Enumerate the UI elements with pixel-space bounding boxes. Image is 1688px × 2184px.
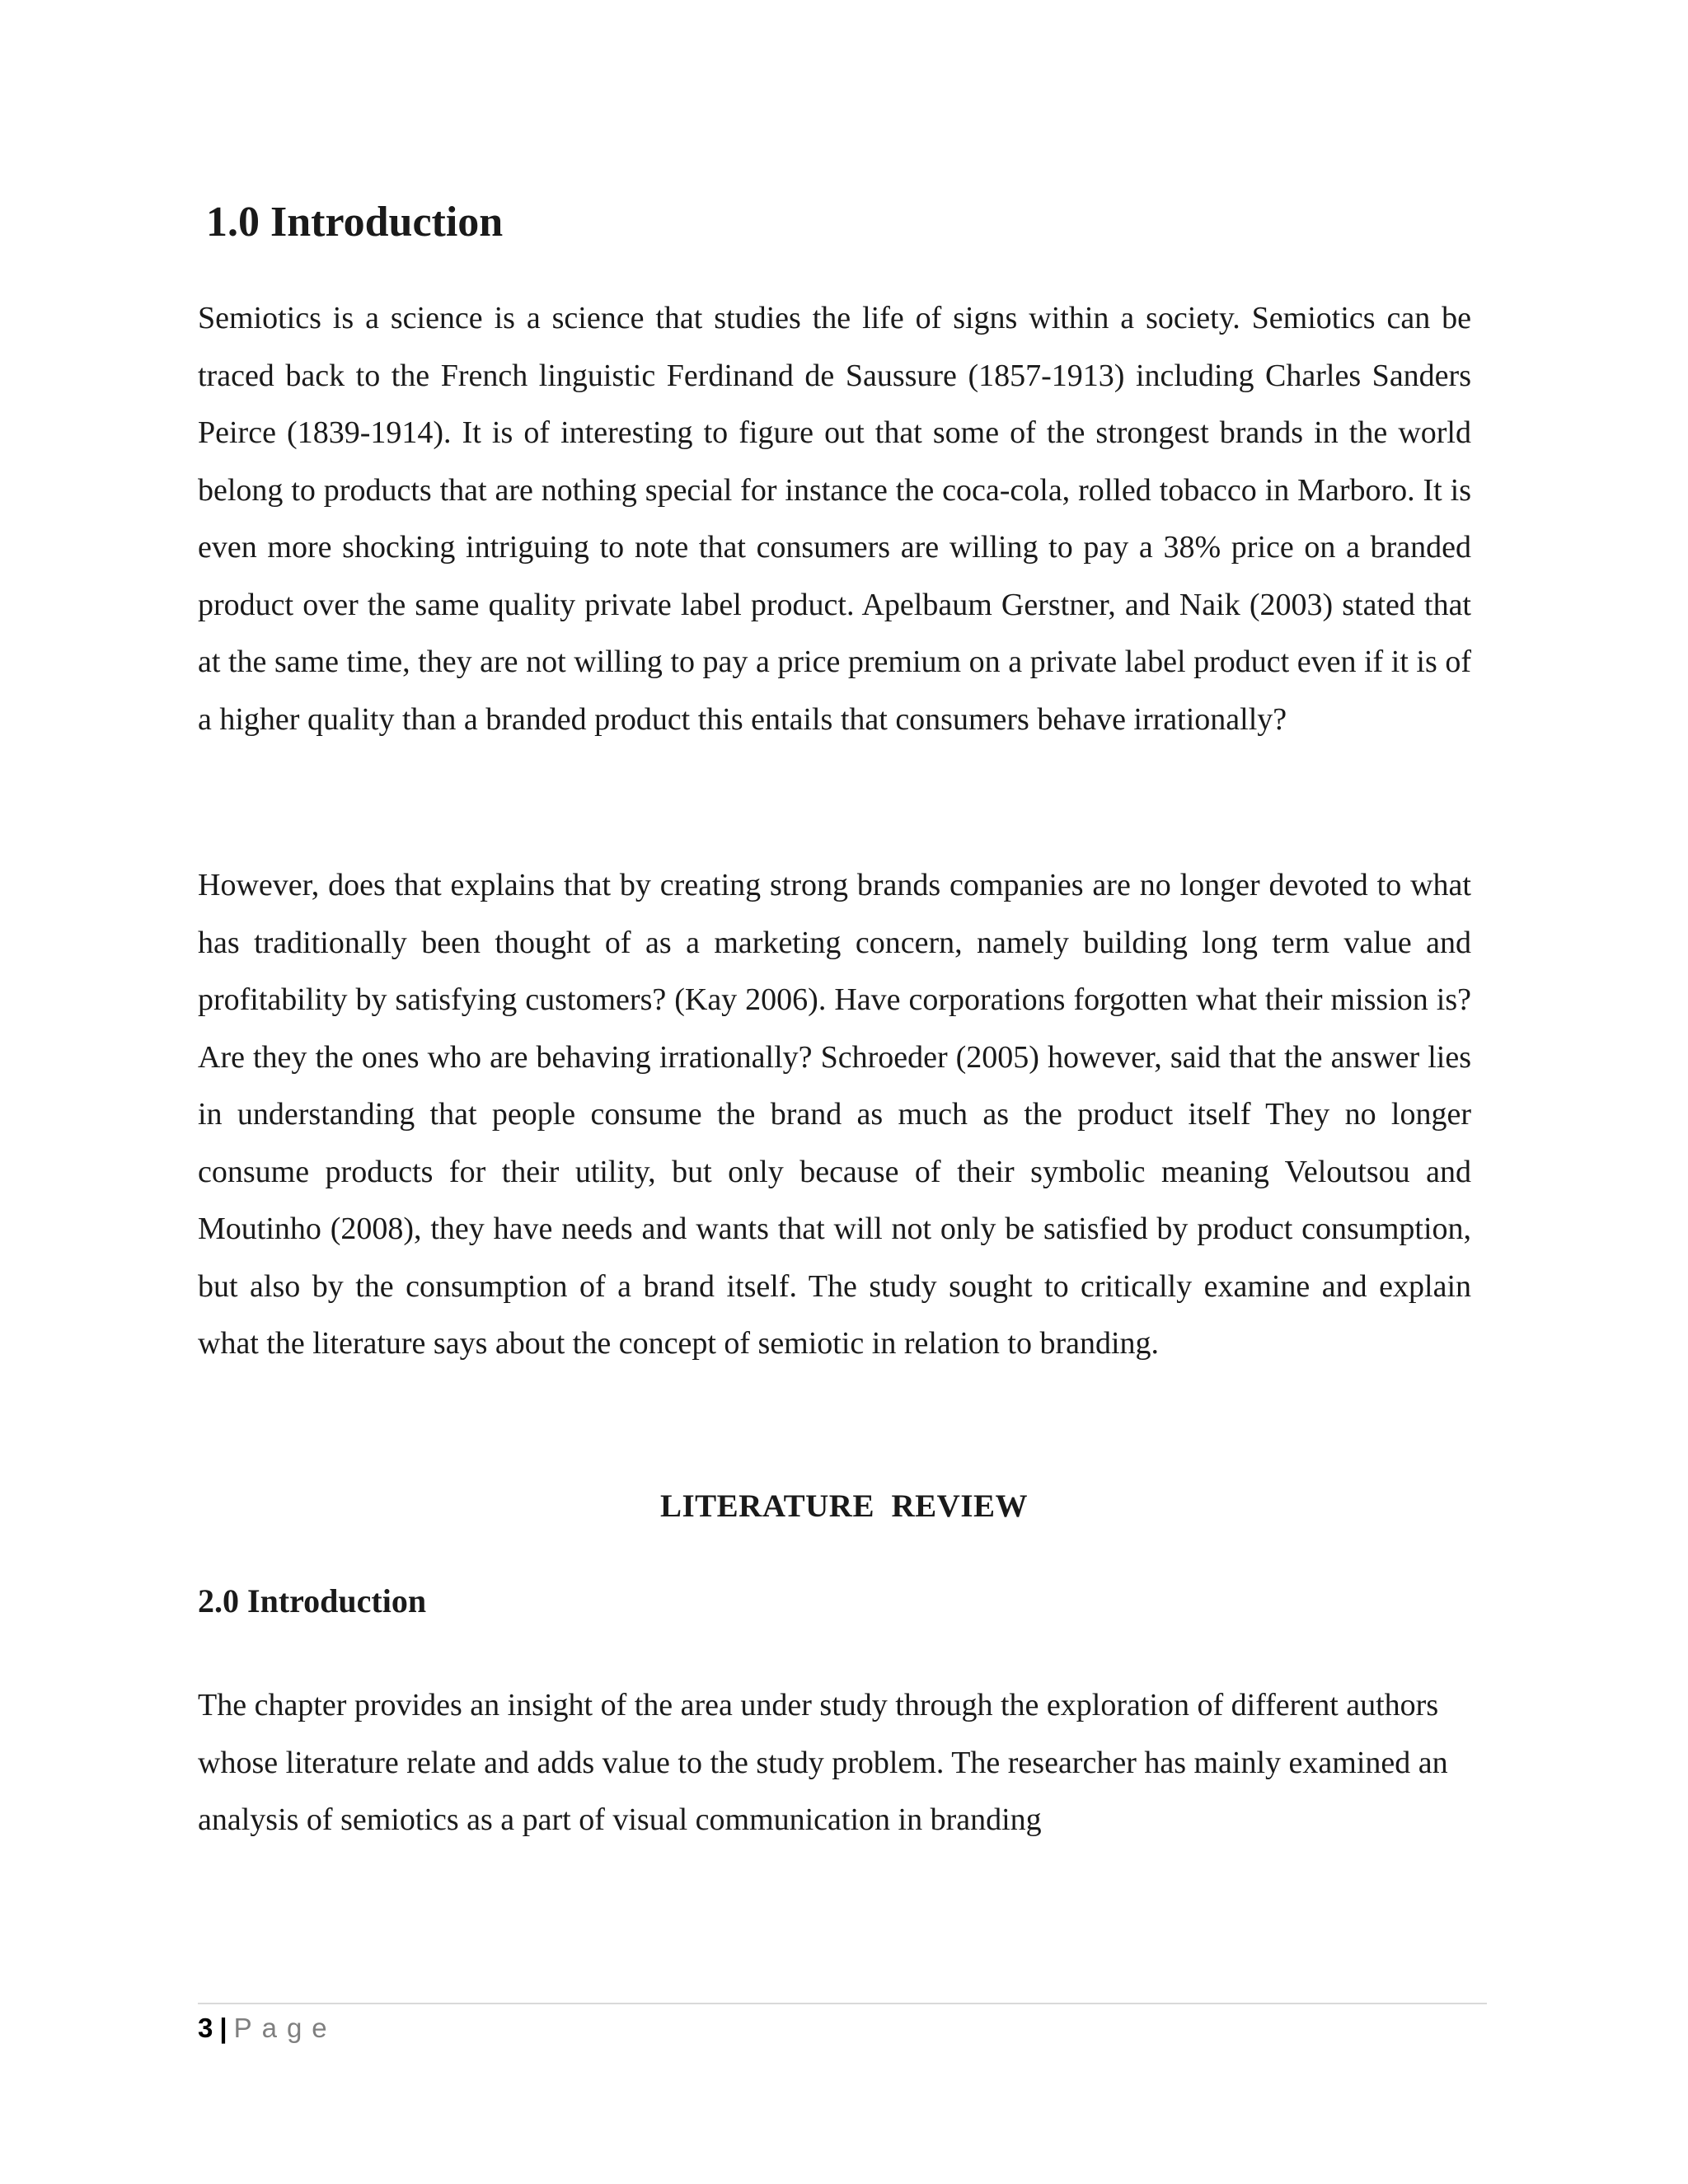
chapter-intro-paragraph: The chapter provides an insight of the area under study through the exploration of different authors whose literature relate and adds value to the study problem. The researcher has mainly examined an analysis of semiotics as a part of visual communication in branding xyxy=(198,1688,1448,1837)
literature-review-title: LITERATURE REVIEW xyxy=(659,1488,1029,1524)
footer-separator: | xyxy=(219,2013,227,2043)
page-label: Page xyxy=(233,2013,337,2043)
footer-divider xyxy=(198,2003,1487,2004)
section-heading-2-introduction: 2.0 Introduction xyxy=(198,1582,427,1619)
section-heading-introduction: 1.0 Introduction xyxy=(206,199,504,246)
page-footer xyxy=(198,2008,337,2049)
intro-paragraph-2: However, does that explains that by creating strong brands companies are no longer devoted to what has traditionally been thought of as a marketing concern, namely building long term value and profitability by satisfying customers? (Kay 2006). Have corporations forgotten what their mission is? Are they the ones who are behaving irrationally? Schroeder (2005) however, said that the answer lies in understanding that people consume the brand as much as the product itself They no longer consume products for their utility, but only because of their symbolic meaning Veloutsou and Moutinho (2008), they have needs and wants that will not only be satisfied by product consumption, but also by the consumption of a brand itself. The study sought to critically examine and explain what the literature says about the concept of semiotic in relation to branding. xyxy=(198,868,1471,1361)
page-number: 3 xyxy=(198,2013,213,2043)
intro-paragraph-1: Semiotics is a science is a science that studies the life of signs within a society. Semiotics can be traced back to the French linguistic Ferdinand de Saussure (1857-1913) including Charles Sanders Peirce (1839-1914). It is of interesting to figure out that some of the strongest brands in the world belong to products that are nothing special for instance the coca-cola, rolled tobacco in Marboro. It is even more shocking intriguing to note that consumers are willing to pay a 38% price on a branded product over the same quality private label product. Apelbaum Gerstner, and Naik (2003) stated that at the same time, they are not willing to pay a price premium on a private label product even if it is of a higher quality than a branded product this entails that consumers behave irrationally? xyxy=(198,301,1471,737)
